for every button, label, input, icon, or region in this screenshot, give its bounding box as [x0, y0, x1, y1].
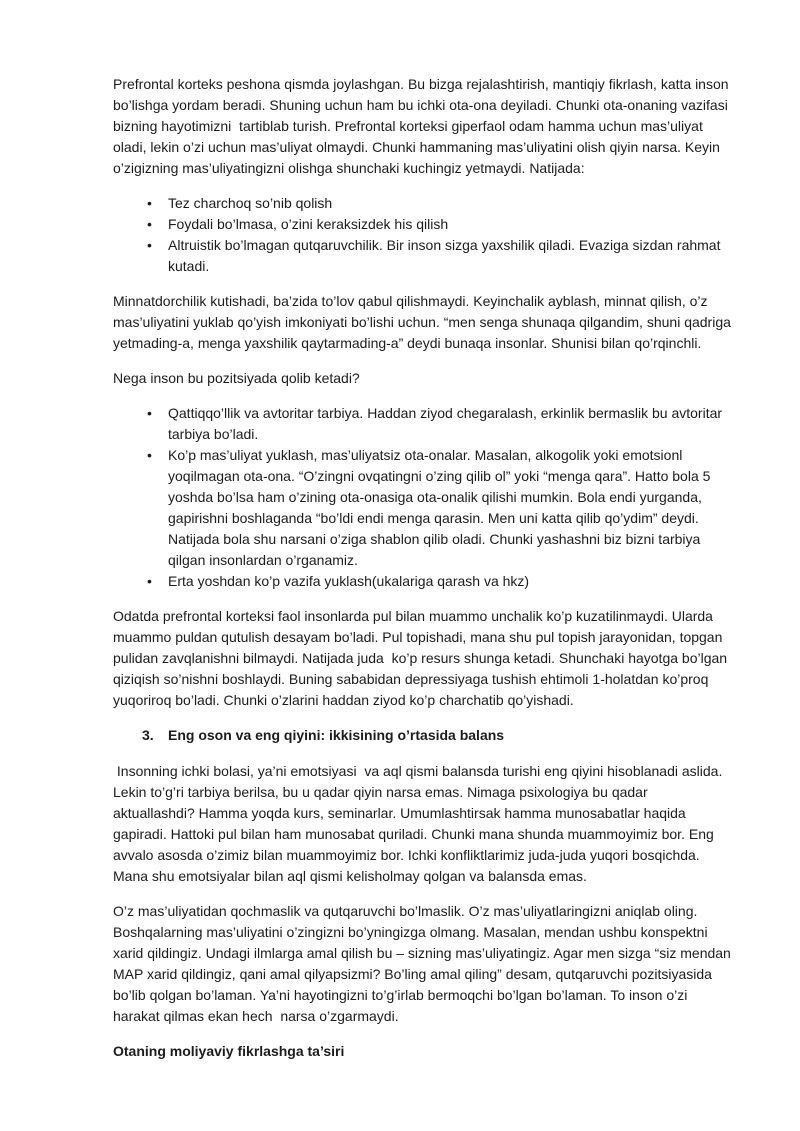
paragraph-minnatdorchilik: Minnatdorchilik kutishadi, ba’zida to’lov qabul qilishmaydi. Keyinchalik ayblash, minnat qilish, o’z mas’uliyatini yuklab qo’yish imkoniyati bo’lishi uchun. “men senga shunaqa qilgandim, shuni qadriga yetmading-a, menga yaxshilik qaytarmading-a” deydi bunaqa insonlar. Shunisi bilan qo’rqinchli.	[113, 293, 735, 351]
numbered-heading-balance	[142, 725, 732, 746]
paragraph-question: Nega inson bu pozitsiyada qolib ketadi?	[113, 370, 360, 386]
heading-number: 3.	[142, 727, 154, 743]
list-item: • Foydali bo’lmasa, o’zini keraksizdek his qilish	[142, 214, 732, 235]
list-item: • Erta yoshdan ko’p vazifa yuklash(ukalariga qarash va hkz)	[142, 571, 732, 592]
list-item: • Altruistik bo’lmagan qutqaruvchilik. Bir inson sizga yaxshilik qiladi. Evaziga sizdan rahmat kutadi.	[142, 235, 732, 277]
list-item: • Tez charchoq so’nib qolish	[142, 193, 732, 214]
paragraph-odatda: Odatda prefrontal korteksi faol insonlarda pul bilan muammo unchalik ko’p kuzatilinmaydi. Ularda muammo puldan qutulish desayam bo’ladi. Pul topishadi, mana shu pul topish jarayonidan, topgan pulidan zavqlanishni bilmaydi. Natijada juda ko’p resurs shunga ketadi. Shunchaki hayotga bo’lgan qiziqish so’nishni boshlaydi. Buning sababidan depressiyaga tushish ehtimoli 1-holatdan ko’proq yuqoriroq bo’ladi. Chunki o’zlarini haddan ziyod ko’p charchatib qo’yishadi.	[113, 608, 731, 708]
paragraph-masuliyat: O’z mas’uliyatidan qochmaslik va qutqaruvchi bo’lmaslik. O’z mas’uliyatlaringizni aniqlab oling. Boshqalarning mas’uliyatini o’zingizni bo’yningizga olmang. Masalan, mendan ushbu konspektni xarid qildingiz. Undagi ilmlarga amal qilish bu – sizning mas’uliyatingiz. Agar men sizga “siz mendan MAP xarid qildingiz, qani amal qilyapsizmi? Bo’ling amal qiling” desam, qutqaruvchi pozitsiyasida bo’lib qolgan bo’laman. Ya’ni hayotingizni to’g’irlab bermoqchi bo’lgan bo’laman. To inson o’zi harakat qilmas ekan hech narsa o’zgarmaydi.	[113, 903, 735, 1024]
list-item: • Qattiqqo’llik va avtoritar tarbiya. Haddan ziyod chegaralash, erkinlik bermaslik bu avtoritar tarbiya bo’ladi.	[142, 403, 732, 445]
bullet-list-consequences	[142, 193, 732, 277]
bullet-list-reasons	[142, 403, 732, 592]
list-item: • Ko’p mas’uliyat yuklash, mas’uliyatsiz ota-onalar. Masalan, alkogolik yoki emotsionl yoqilmagan ota-ona. “O’zingni ovqatingni o’zing qilib ol” yoki “menga qara”. Hatto bola 5 yoshda bo’lsa ham o’zining ota-onasiga ota-onalik qilishi mumkin. Bola endi yurganda, gapirishni boshlaganda “bo’ldi endi menga qarasin. Men uni katta qilib qo’ydim” deydi. Natijada bola shu narsani o’ziga shablon qilib oladi. Chunki yashashni biz bizni tarbiya qilgan insonlardan o’rganamiz.	[142, 445, 732, 571]
heading-label: Eng oson va eng qiyini: ikkisining o’rtasida balans	[168, 727, 505, 743]
paragraph-ichki-bola: Insonning ichki bolasi, ya’ni emotsiyasi va aql qismi balansda turishi eng qiyini hisoblanadi aslida. Lekin to’g’ri tarbiya berilsa, bu u qadar qiyin narsa emas. Nimaga psixologiya bu qadar aktuallashdi? Hamma yoqda kurs, seminarlar. Umumlashtirsak hamma munosabatlar haqida gapiradi. Hattoki pul bilan ham munosabat quriladi. Chunki mana shunda muammoyimiz bor. Eng avvalo asosda o’zimiz bilan muammoyimiz bor. Ichki konfliktlarimiz juda-juda yuqori bosqichda. Mana shu emotsiyalar bilan aql qismi kelisholmay qolgan va balansda emas.	[113, 763, 727, 884]
paragraph-prefrontal-intro: Prefrontal korteks peshona qismda joylashgan. Bu bizga rejalashtirish, mantiqiy fikrlash, katta inson bo’lishga yordam beradi. Shuning uchun ham bu ichki ota-ona deyiladi. Chunki ota-onaning vazifasi bizning hayotimizni tartiblab turish. Prefrontal korteksi giperfaol odam hamma uchun mas’uliyat oladi, lekin o’zi uchun mas’uliyat olmaydi. Chunki hammaning mas’uliyatini olish qiyin narsa. Keyin o’zigizning mas’uliyatingizni olishga shunchaki kuchingiz yetmaydi. Natijada:	[113, 76, 733, 176]
section-heading-otaning-moliyaviy: Otaning moliyaviy fikrlashga ta’siri	[113, 1043, 345, 1059]
